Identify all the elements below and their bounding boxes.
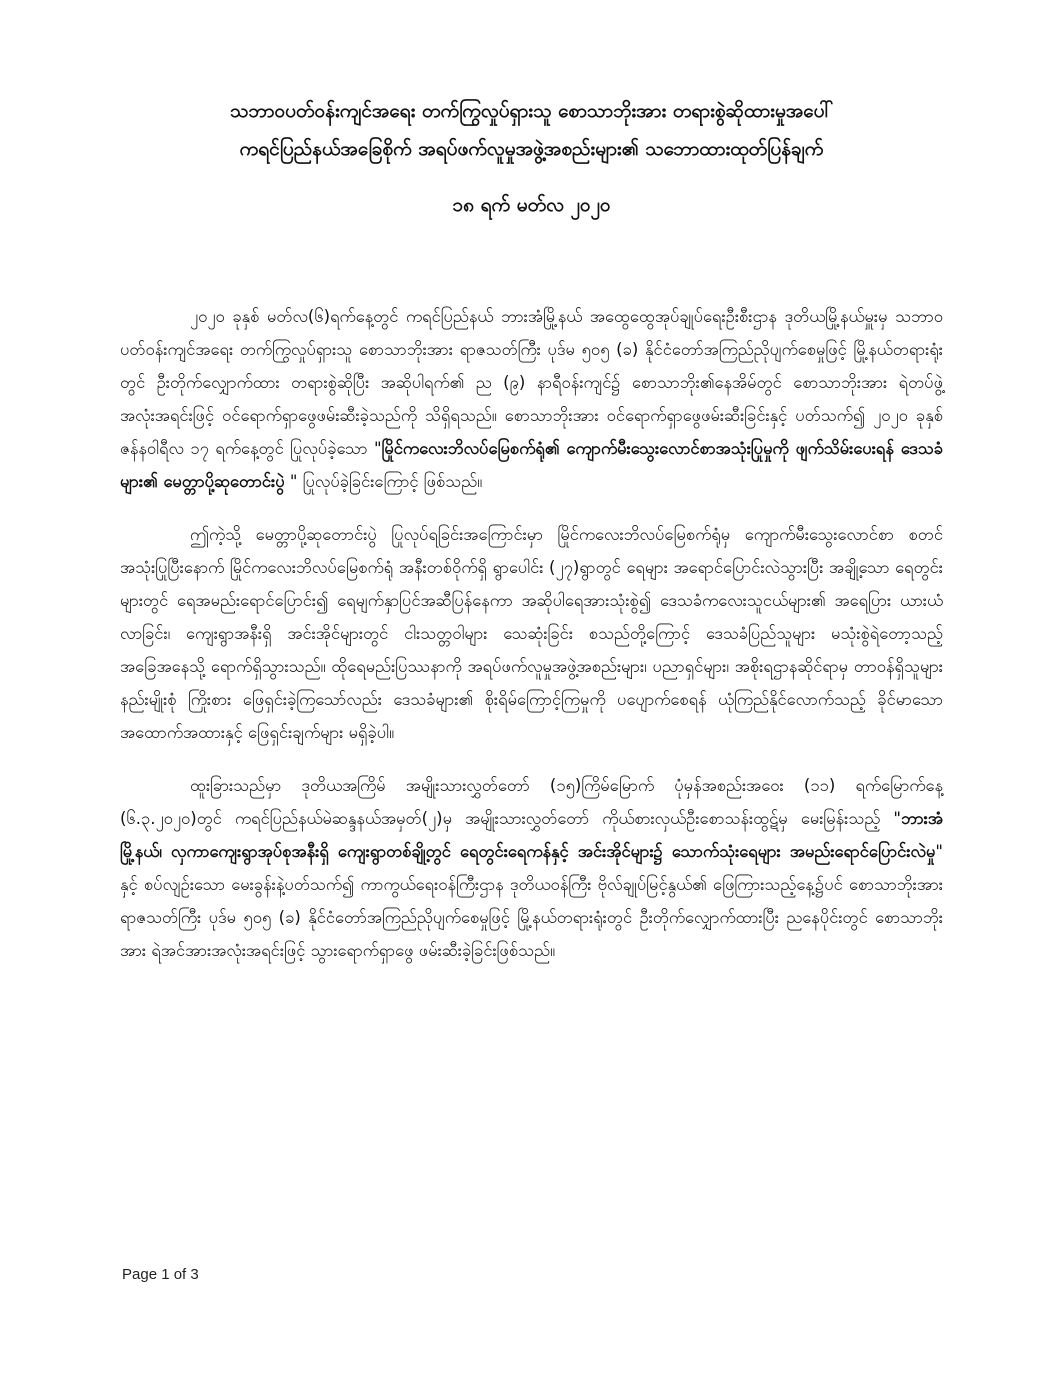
paragraph-3-text-a: ထူးခြားသည်မှာ ဒုတိယအကြိမ် အမျိုးသားလွှတ်တော် (၁၅)ကြိမ်မြောက် ပုံမှန်အစည်းအဝေး (၁၁) ရက်မြောက်နေ့ (၆.၃.၂၀၂၀)တွင် ကရင်ပြည်နယ်မဲဆန္ဒနယ်အမှတ်(၂)မှ အမျိုးသားလွှတ်တော် ကိုယ်စားလှယ်ဦးစောသန်းထွဋ်မှ မေးမြန်းသည့် " [120,776,943,828]
title-line-2: ကရင်ပြည်နယ်အခြေစိုက် အရပ်ဖက်လူမှုအဖွဲ့အစည်းများ၏ သဘောထားထုတ်ပြန်ချက် [239,138,824,160]
title-line-1: သဘာဝပတ်ဝန်းကျင်အရေး တက်ကြွလှုပ်ရှားသူ စောသာဘိုးအား တရားစွဲဆိုထားမှုအပေါ် [229,100,834,122]
paragraph-1-text-a: ၂၀၂၀ ခုနှစ် မတ်လ(၆)ရက်နေ့တွင် ကရင်ပြည်နယ် ဘားအံမြို့နယ် အထွေထွေအုပ်ချုပ်ရေးဦးစီးဌာန ဒုတိယမြို့နယ်မှူးမှ သဘာဝပတ်ဝန်းကျင်အရေး တက်ကြွလှုပ်ရှားသူ စောသာဘိုးအား ရာဇသတ်ကြီး ပုဒ်မ ၅၀၅ (ခ) နိုင်ငံတော်အကြည်ညိုပျက်စေမှုဖြင့် မြို့နယ်တရားရုံးတွင် ဦးတိုက်လျှောက်ထား တရားစွဲဆိုပြီး အဆိုပါရက်၏ ည (၉) နာရီဝန်းကျင်၌ စောသာဘိုး၏နေအိမ်တွင် စောသာဘိုးအား ရဲတပ်ဖွဲ့အလုံးအရင်းဖြင့် ဝင်ရောက်ရှာဖွေဖမ်းဆီးခဲ့သည်ကို သိရှိရသည်။ စောသာဘိုးအား ဝင်ရောက်ရှာဖွေဖမ်းဆီးခြင်းနှင့် ပတ်သက်၍ ၂၀၂၀ ခုနှစ် ဇန်နဝါရီလ ၁၇ ရက်နေ့တွင် ပြုလုပ်ခဲ့သော " [120,307,943,458]
statement-body [120,300,943,987]
paragraph-3 [120,769,943,967]
statement-header [120,92,943,220]
paragraph-3-text-b: " နှင့် စပ်လျဉ်းသော မေးခွန်းနဲ့ပတ်သက်၍ ကာကွယ်ရေးဝန်ကြီးဌာန ဒုတိယဝန်ကြီး ဗိုလ်ချုပ်မြင့်နွယ်၏ ဖြေကြားသည့်နေ့၌ပင် စောသာဘိုးအား ရာဇသတ်ကြီး ပုဒ်မ ၅၀၅ (ခ) နိုင်ငံတော်အကြည်ညိုပျက်စေမှုဖြင့် မြို့နယ်တရားရုံးတွင် ဦးတိုက်လျှောက်ထားပြီး ညနေပိုင်းတွင် စောသာဘိုးအား ရဲအင်အားအလုံးအရင်းဖြင့် သွားရောက်ရှာဖွေ ဖမ်းဆီးခဲ့ခြင်းဖြစ်သည်။ [120,842,943,960]
statement-date: ၁၈ ရက် မတ်လ ၂၀၂၀ [452,194,611,216]
paragraph-2-text: ဤကဲ့သို့ မေတ္တာပို့ဆုတောင်းပွဲ ပြုလုပ်ရခြင်းအကြောင်းမှာ မြိုင်ကလေးဘိလပ်မြေစက်ရုံမှ ကျောက်မီးသွေးလောင်စာ စတင်အသုံးပြုပြီးနောက် မြိုင်ကလေးဘိလပ်မြေစက်ရုံ အနီးတစ်ဝိုက်ရှိ ရွာပေါင်း (၂၇)ရွာတွင် ရေများ အရောင်ပြောင်းလဲသွားပြီး အချို့သော ရေတွင်းများတွင် ရေအမည်းရောင်ပြောင်း၍ ရေမျက်နှာပြင်အဆီပြန်နေကာ အဆိုပါရေအားသုံးစွဲ၍ ဒေသခံကလေးသူငယ်များ၏ အရေပြား ယားယံလာခြင်း၊ ကျေးရွာအနီးရှိ အင်းအိုင်များတွင် ငါးသတ္တဝါများ သေဆုံးခြင်း စသည်တို့ကြောင့် ဒေသခံပြည်သူများ မသုံးစွဲရဲတော့သည့် အခြေအနေသို့ ရောက်ရှိသွားသည်။ ထိုရေမည်းပြဿနာကို အရပ်ဖက်လူမှုအဖွဲ့အစည်းများ၊ ပညာရှင်များ၊ အစိုးရဌာနဆိုင်ရာမှ တာဝန်ရှိသူများ နည်းမျိုးစုံ ကြိုးစား ဖြေရှင်းခဲ့ကြသော်လည်း ဒေသခံများ၏ စိုးရိမ်ကြောင့်ကြမှုကို ပပျောက်စေရန် ယုံကြည်နိုင်လောက်သည့် ခိုင်မာသော အထောက်အထားနှင့် ဖြေရှင်းချက်များ မရှိခဲ့ပါ။ [120,525,943,742]
paragraph-1 [120,300,943,498]
paragraph-3-bold-question-topic: ဘားအံမြို့နယ်၊ လှကာကျေးရွာအုပ်စုအနီးရှိ ကျေးရွာတစ်ချို့တွင် ရေတွင်းရေကန်နှင့် အင်းအိုင်များ၌ သောက်သုံးရေများ အမည်းရောင်ပြောင်းလဲမှု [120,809,943,861]
paragraph-1-bold-event-name: မြိုင်ကလေးဘိလပ်မြေစက်ရုံ၏ ကျောက်မီးသွေးလောင်စာအသုံးပြုမှုကို ဖျက်သိမ်းပေးရန် ဒေသခံများ၏ မေတ္တာပို့ဆုတောင်းပွဲ [120,439,943,491]
paragraph-1-text-b: " ပြုလုပ်ခဲ့ခြင်းကြောင့် ဖြစ်သည်။ [284,472,483,491]
paragraph-2 [120,518,943,749]
page-number: Page 1 of 3 [122,1266,199,1283]
